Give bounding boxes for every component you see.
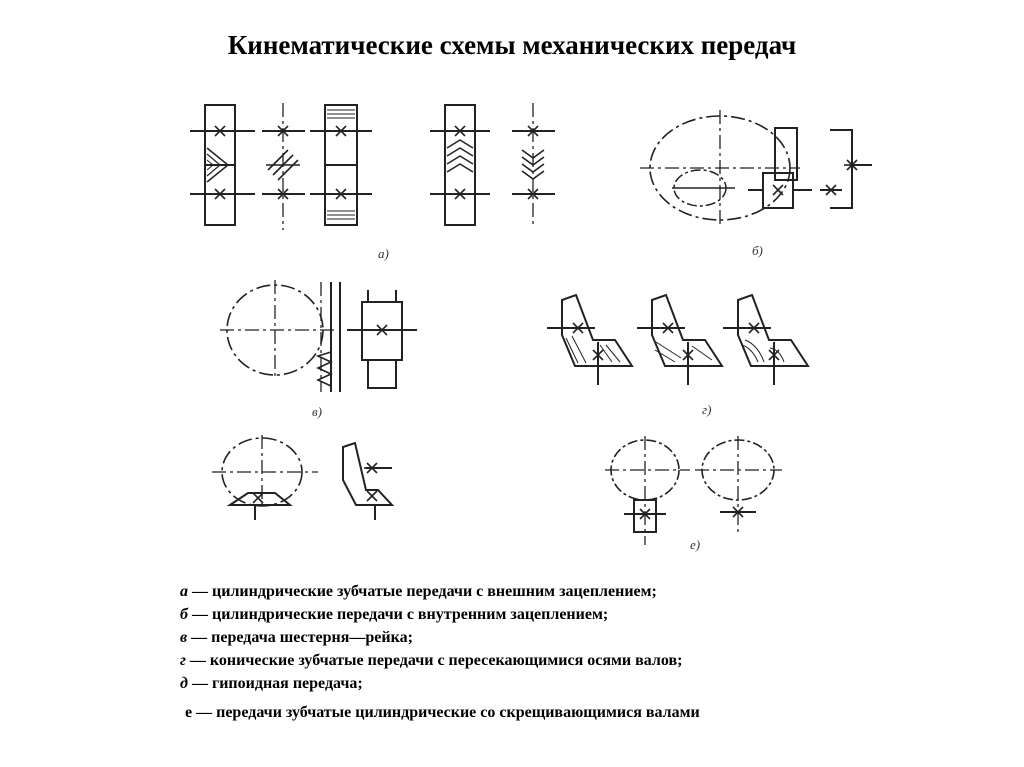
legend-text: — передача шестерня—рейка; (187, 629, 413, 646)
label-v: в) (312, 404, 322, 419)
scheme-g-bevel-2 (637, 295, 722, 385)
legend-text: — гипоидная передача; (187, 675, 363, 692)
legend-row-d (180, 672, 980, 695)
legend-text: — цилиндрические передачи с внутренним зацеплением; (187, 606, 609, 623)
scheme-a-helical-pair (310, 105, 372, 225)
scheme-a-chevron-pair (430, 105, 490, 225)
legend-text: — цилиндрические зубчатые передачи с внешним зацеплением; (188, 583, 657, 600)
legend-row-e (180, 701, 980, 724)
label-a: а) (378, 246, 389, 261)
legend-letter: б (180, 606, 188, 623)
legend-row-v (180, 626, 980, 649)
legend-letter: г (180, 652, 186, 669)
legend-row-a (180, 580, 980, 603)
legend-letter: е (185, 704, 193, 721)
scheme-g-bevel-3 (723, 295, 808, 385)
label-e: е) (690, 537, 701, 552)
legend-row-b (180, 603, 980, 626)
scheme-e-gear-left (605, 436, 690, 545)
scheme-a-herringbone-pair (190, 105, 255, 225)
legend-row-g (180, 649, 980, 672)
scheme-d-hypoid-circle (212, 435, 318, 520)
scheme-v-pinion-circle (220, 280, 335, 380)
legend-letter: в (180, 629, 188, 646)
scheme-a-chevron-symbol (512, 103, 555, 228)
legend-text: — передачи зубчатые цилиндрические со скрещивающимися валами (192, 704, 700, 721)
label-g: г) (702, 402, 712, 417)
label-b: б) (752, 243, 763, 258)
legend-letter: а (180, 583, 188, 600)
scheme-a-helical-symbol (262, 103, 305, 230)
scheme-d-hypoid-side (343, 443, 392, 520)
legend (180, 580, 980, 724)
scheme-v-pinion-side (347, 290, 417, 388)
legend-letter: д (180, 675, 188, 692)
slide-title: Кинематические схемы механических передач (227, 30, 797, 60)
scheme-g-bevel-1 (547, 295, 632, 385)
legend-text: — конические зубчатые передачи с пересекающимися осями валов; (185, 652, 683, 669)
scheme-v-rack (318, 282, 340, 392)
scheme-e-gear-right (695, 436, 782, 535)
